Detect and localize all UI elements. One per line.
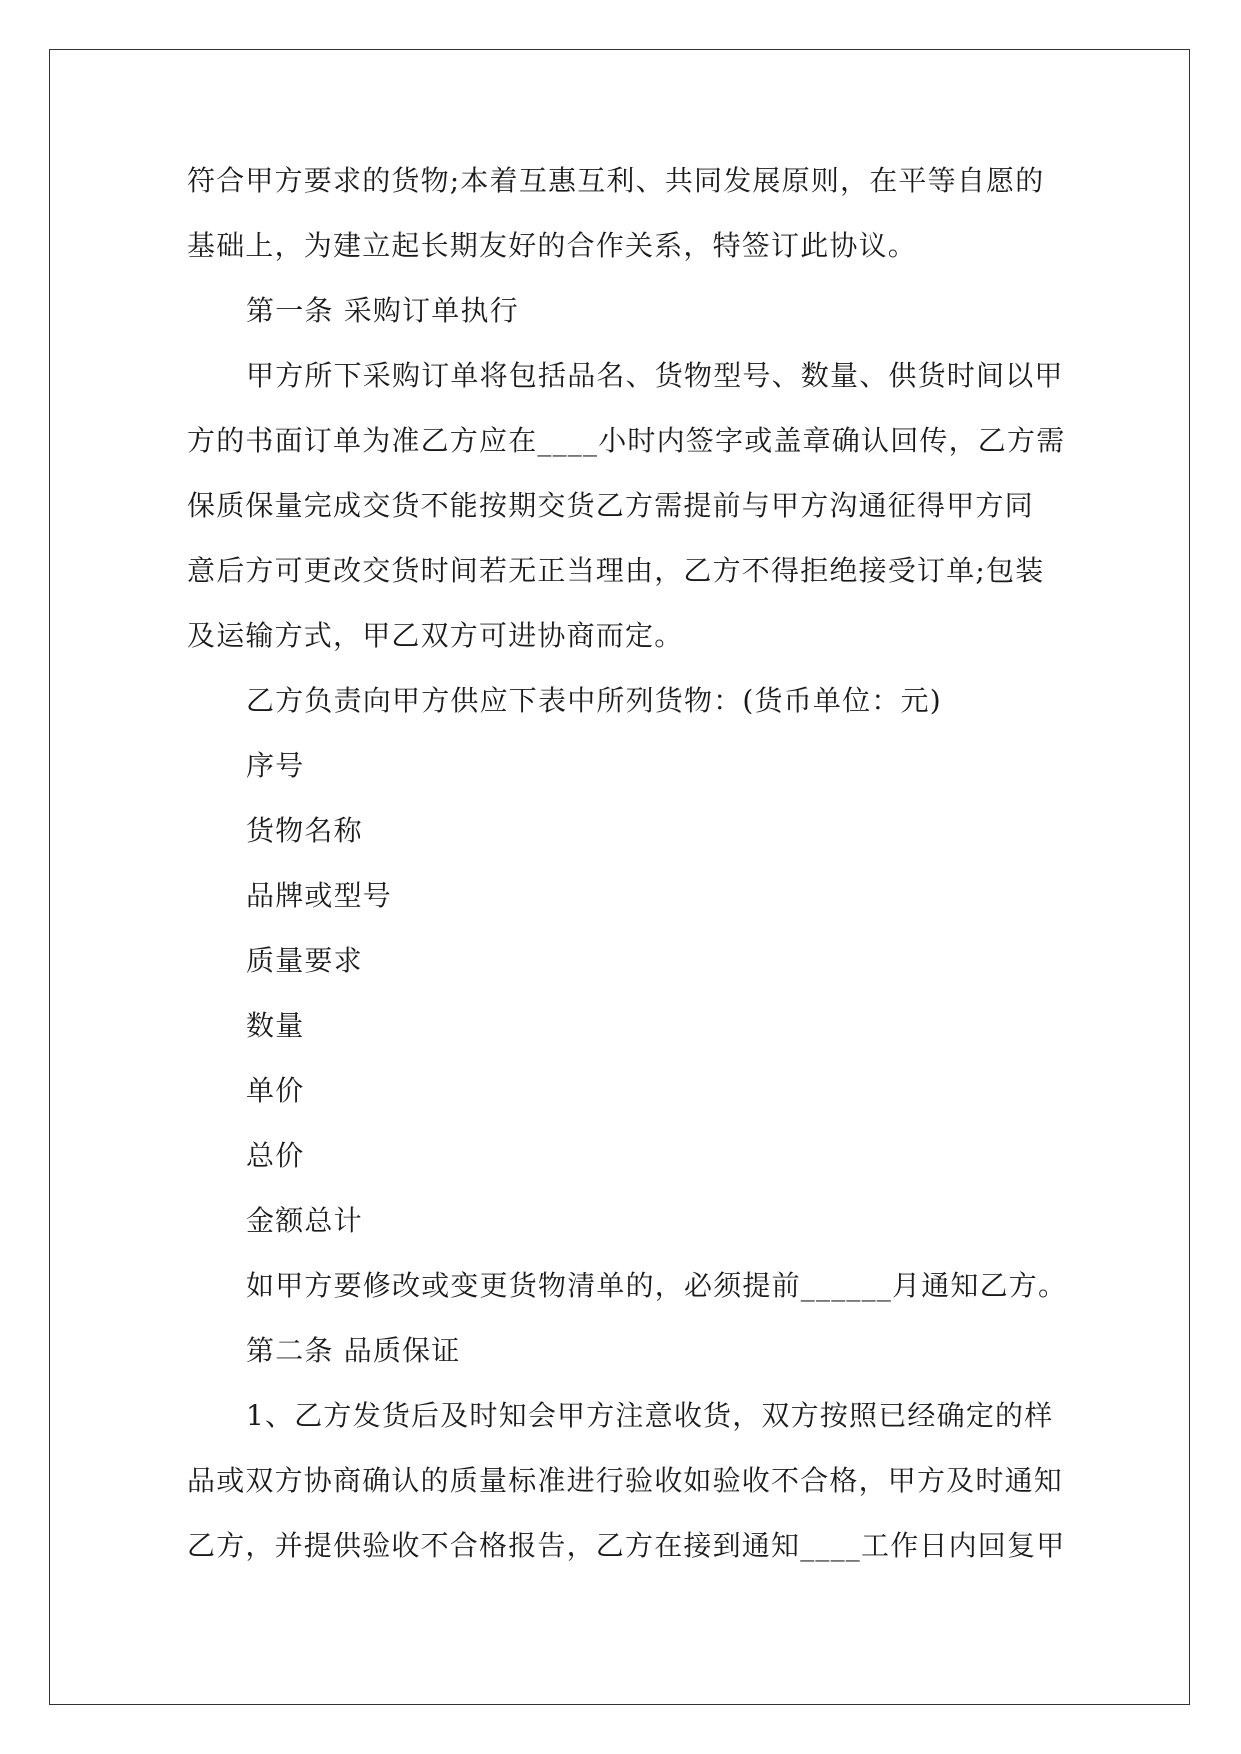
table-field-label: 质量要求 <box>246 944 363 977</box>
paragraph-line: 基础上，为建立起长期友好的合作关系，特签订此协议。 <box>187 229 918 262</box>
table-field-label: 数量 <box>246 1009 305 1042</box>
table-field-label: 品牌或型号 <box>246 879 393 912</box>
table-field-label: 序号 <box>246 749 305 782</box>
article-heading: 第二条 品质保证 <box>246 1334 461 1367</box>
paragraph-line: 乙方负责向甲方供应下表中所列货物：(货币单位：元) <box>246 684 942 717</box>
paragraph-line: 方的书面订单为准乙方应在____小时内签字或盖章确认回传，乙方需 <box>187 424 1066 457</box>
table-field-label: 金额总计 <box>246 1204 363 1237</box>
paragraph-line: 品或双方协商确认的质量标准进行验收如验收不合格，甲方及时通知 <box>187 1464 1064 1497</box>
document-body <box>187 155 1068 1585</box>
paragraph-line: 及运输方式，甲乙双方可进协商而定。 <box>187 619 684 652</box>
article-heading: 第一条 采购订单执行 <box>246 294 519 327</box>
table-field-label: 总价 <box>246 1139 305 1172</box>
table-field-label: 货物名称 <box>246 814 363 847</box>
paragraph-line: 如甲方要修改或变更货物清单的，必须提前______月通知乙方。 <box>246 1269 1068 1302</box>
table-field-label: 单价 <box>246 1074 305 1107</box>
paragraph-line: 意后方可更改交货时间若无正当理由，乙方不得拒绝接受订单;包装 <box>187 554 1045 587</box>
paragraph-line: 甲方所下采购订单将包括品名、货物型号、数量、供货时间以甲 <box>246 359 1064 392</box>
paragraph-line: 乙方，并提供验收不合格报告，乙方在接到通知____工作日内回复甲 <box>187 1529 1066 1562</box>
paragraph-line: 保质保量完成交货不能按期交货乙方需提前与甲方沟通征得甲方同 <box>187 489 1034 522</box>
paragraph-line: 符合甲方要求的货物;本着互惠互利、共同发展原则，在平等自愿的 <box>187 164 1045 197</box>
paragraph-line: 1、乙方发货后及时知会甲方注意收货，双方按照已经确定的样 <box>246 1399 1054 1432</box>
